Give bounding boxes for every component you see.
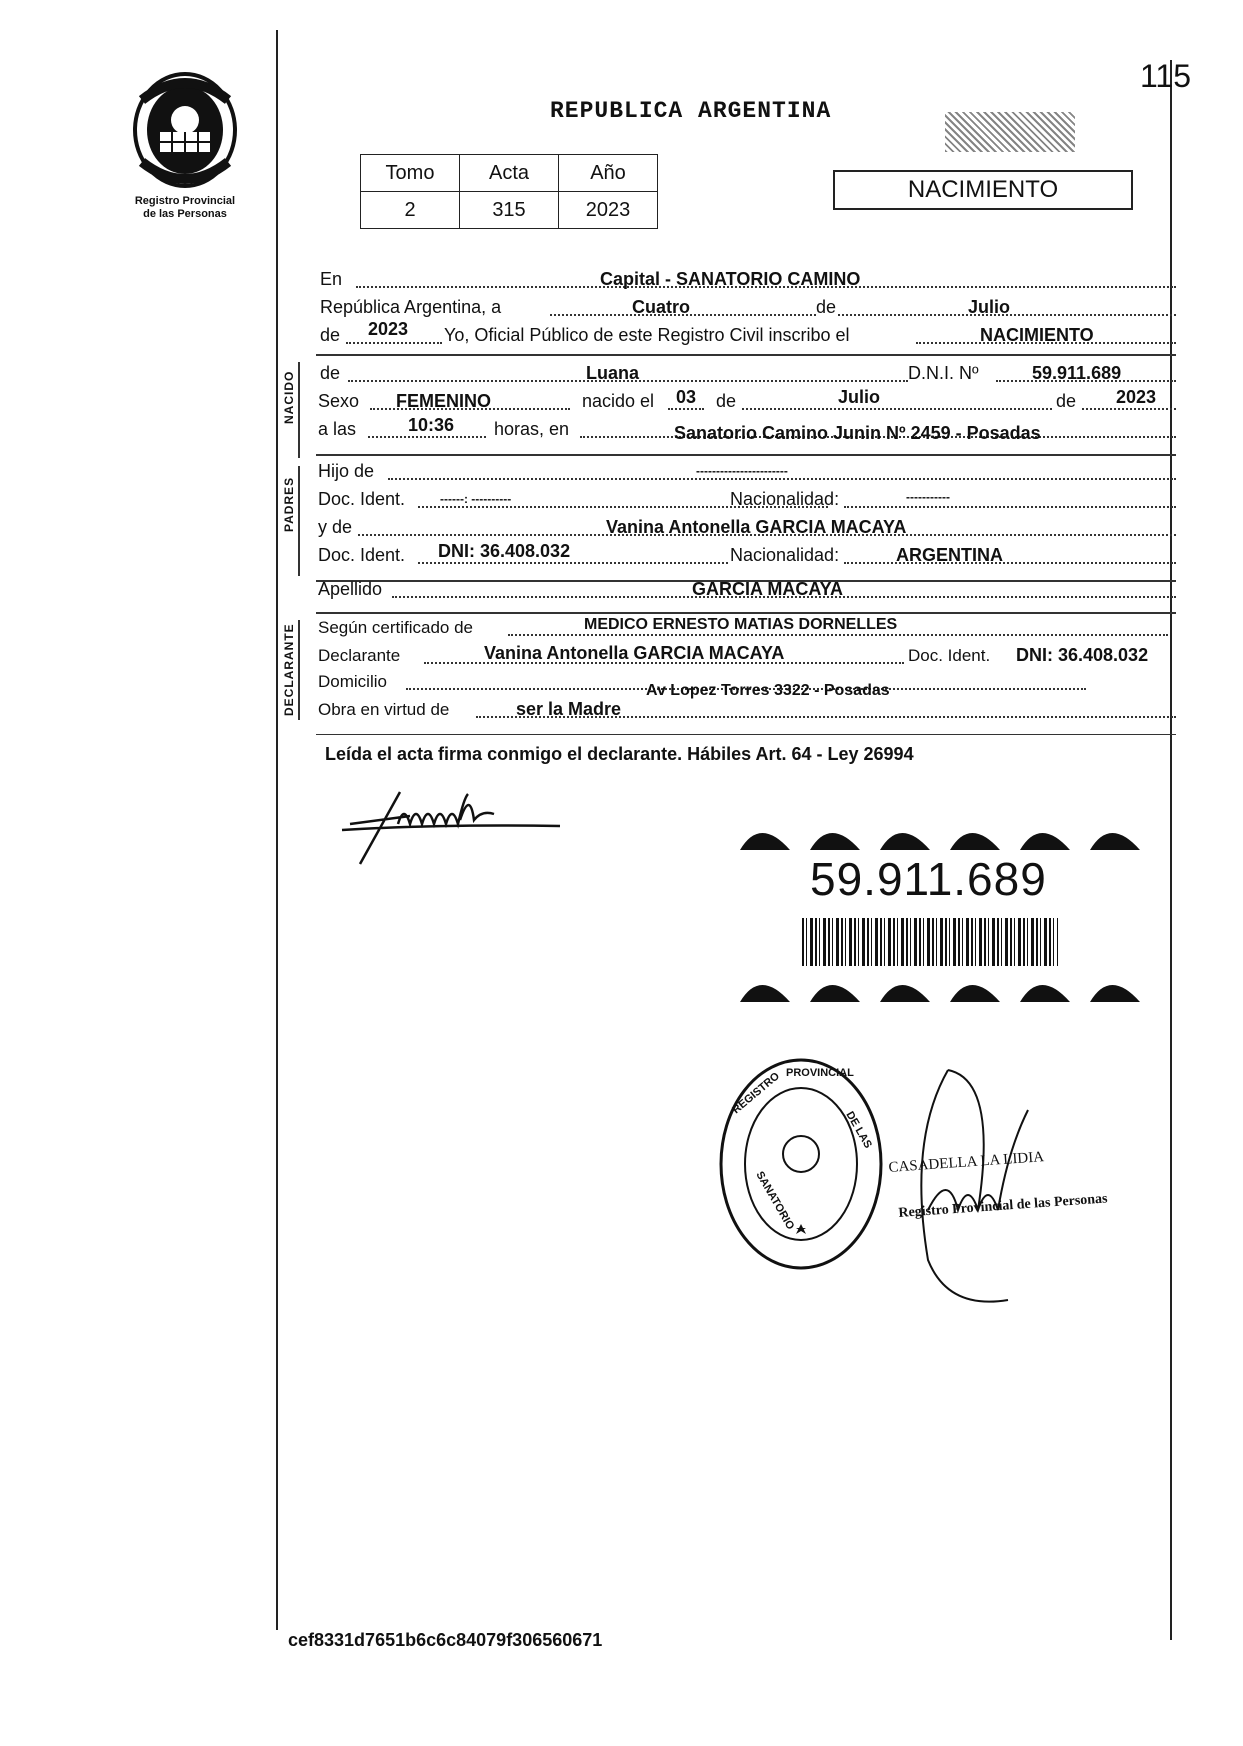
dotted-line: [368, 436, 486, 438]
row-apellido: [316, 576, 1176, 604]
declarante-label: Declarante: [318, 646, 401, 665]
section-label-nacido: NACIDO: [282, 370, 296, 424]
value-acta: 315: [460, 192, 559, 229]
section-label-padres: PADRES: [282, 476, 296, 532]
officer-text: Yo, Oficial Público de este Registro Civil inscribo el: [444, 325, 850, 345]
obra-value: ser la Madre: [516, 699, 622, 719]
dotted-line: [844, 562, 1176, 564]
birth-month-value: Julio: [838, 387, 881, 407]
section-rule: [316, 454, 1176, 456]
dotted-line: [508, 634, 1168, 636]
hora-value: 10:36: [408, 415, 455, 435]
sexo-value: FEMENINO: [396, 391, 492, 411]
dotted-line: [388, 478, 1176, 480]
row-name: [316, 360, 1176, 388]
header-acta: Acta: [460, 155, 559, 192]
domicilio-label: Domicilio: [318, 672, 387, 691]
nac1-label: Nacionalidad:: [730, 489, 840, 509]
row-republica: [316, 294, 1176, 322]
svg-text:REGISTRO: REGISTRO: [730, 1070, 782, 1117]
de-label: de: [816, 297, 837, 317]
security-stamp-mark: [945, 112, 1075, 152]
year-prefix-label: de: [320, 325, 341, 345]
dni-value: 59.911.689: [1032, 363, 1122, 383]
registrar-signature-icon: [888, 1060, 1068, 1310]
dotted-line: [418, 562, 728, 564]
row-sexo: [316, 388, 1176, 416]
dni-label: D.N.I. Nº: [908, 363, 979, 383]
closing-statement: Leída el acta firma conmigo el declarante. Hábiles Art. 64 - Ley 26994: [325, 744, 914, 764]
domicilio-value: Av Lopez Torres 3322 - Posadas: [646, 682, 890, 699]
rep-month-value: Julio: [968, 297, 1011, 317]
svg-text:PROVINCIAL: PROVINCIAL: [786, 1067, 854, 1079]
declarante-dni-value: DNI: 36.408.032: [1016, 645, 1149, 665]
hijo-value: -----------------------: [696, 464, 788, 478]
row-hora: [316, 416, 1176, 444]
dni-sticker-bottom-pattern-icon: [720, 968, 1170, 1004]
registrar-name: CASADELLA LA LIDIA: [888, 1149, 1045, 1176]
country-title: REPUBLICA ARGENTINA: [550, 98, 832, 124]
row-hijo: [316, 458, 1176, 486]
row-declarante: [316, 642, 1176, 670]
year-value: 2023: [368, 319, 409, 339]
official-seal-icon: [716, 1054, 886, 1274]
logo-caption-line2: de las Personas: [143, 208, 227, 220]
name-label: de: [320, 363, 341, 383]
yde-label: y de: [318, 517, 353, 537]
horas-label: horas, en: [494, 419, 570, 439]
page-number: 115: [1140, 58, 1192, 94]
section-rule: [316, 354, 1176, 356]
hora-label: a las: [318, 419, 357, 439]
row-en: [316, 266, 1176, 294]
value-tomo: 2: [361, 192, 460, 229]
section-rule: [316, 734, 1176, 735]
doc1-value: ------: ----------: [440, 492, 512, 506]
apellido-value: GARCIA MACAYA: [692, 579, 844, 599]
republica-label: República Argentina, a: [320, 297, 502, 317]
row-doc1: [316, 486, 1176, 514]
officer-signature-icon: [340, 780, 570, 870]
dni-sticker-number: 59.911.689: [810, 853, 1047, 905]
row-domicilio: [316, 668, 1176, 699]
logo-caption-line1: Registro Provincial: [134, 195, 236, 207]
lugar-value: Sanatorio Camino Junin Nº 2459 - Posadas: [674, 423, 1041, 443]
inscribe-value: NACIMIENTO: [980, 325, 1094, 345]
doc2-value: DNI: 36.408.032: [438, 541, 571, 561]
apellido-label: Apellido: [318, 579, 383, 599]
dotted-line: [742, 408, 1052, 410]
row-year: [316, 319, 1176, 350]
row-obra: [316, 696, 1176, 724]
nac2-value: ARGENTINA: [896, 545, 1003, 565]
registrar-title: Registro Provincial de las Personas: [898, 1191, 1109, 1221]
birth-day-value: 03: [676, 387, 697, 407]
left-margin-line: [276, 30, 278, 1630]
header-ano: Año: [559, 155, 658, 192]
declarante-doc-label: Doc. Ident.: [908, 646, 991, 665]
dotted-line: [844, 506, 1176, 508]
doc1-label: Doc. Ident.: [318, 489, 406, 509]
de3-label: de: [1056, 391, 1077, 411]
cert-label: Según certificado de: [318, 618, 473, 637]
dni-barcode-icon: [802, 918, 1058, 966]
row-doc2: [316, 542, 1176, 570]
name-value: Luana: [586, 363, 640, 383]
svg-text:DE LAS: DE LAS: [843, 1109, 874, 1151]
tomo-acta-ano-table: [360, 154, 658, 229]
de2-label: de: [716, 391, 737, 411]
header-tomo: Tomo: [361, 155, 460, 192]
dotted-line: [668, 408, 704, 410]
nac2-label: Nacionalidad:: [730, 545, 840, 565]
section-label-declarante: DECLARANTE: [282, 623, 296, 716]
birth-year-value: 2023: [1116, 387, 1157, 407]
nacido-bracket: [298, 362, 300, 458]
nacido-label: nacido el: [582, 391, 655, 411]
dni-sticker-top-pattern-icon: [720, 816, 1170, 852]
record-type-box: NACIMIENTO: [833, 170, 1133, 210]
obra-label: Obra en virtud de: [318, 700, 450, 719]
padres-bracket: [298, 466, 300, 576]
rep-day-value: Cuatro: [632, 297, 690, 317]
declarante-value: Vanina Antonella GARCIA MACAYA: [484, 643, 785, 663]
madre-value: Vanina Antonella GARCIA MACAYA: [606, 517, 907, 537]
row-madre: [316, 514, 1176, 542]
doc2-label: Doc. Ident.: [318, 545, 406, 565]
svg-text:SANATORIO: SANATORIO: [753, 1169, 797, 1232]
nac1-value: -----------: [906, 490, 950, 504]
en-label: En: [320, 269, 343, 289]
row-certificado: [316, 614, 1176, 642]
hijo-label: Hijo de: [318, 461, 375, 481]
document-hash: cef8331d7651b6c6c84079f306560671: [288, 1630, 603, 1650]
declarante-bracket: [298, 620, 300, 720]
value-ano: 2023: [559, 192, 658, 229]
sexo-label: Sexo: [318, 391, 360, 411]
dotted-line: [346, 342, 442, 344]
dotted-line: [1082, 408, 1176, 410]
en-value: Capital - SANATORIO CAMINO: [600, 269, 861, 289]
cert-value: MEDICO ERNESTO MATIAS DORNELLES: [584, 616, 898, 633]
misiones-emblem-icon: [120, 70, 250, 190]
registry-logo: [120, 70, 250, 230]
